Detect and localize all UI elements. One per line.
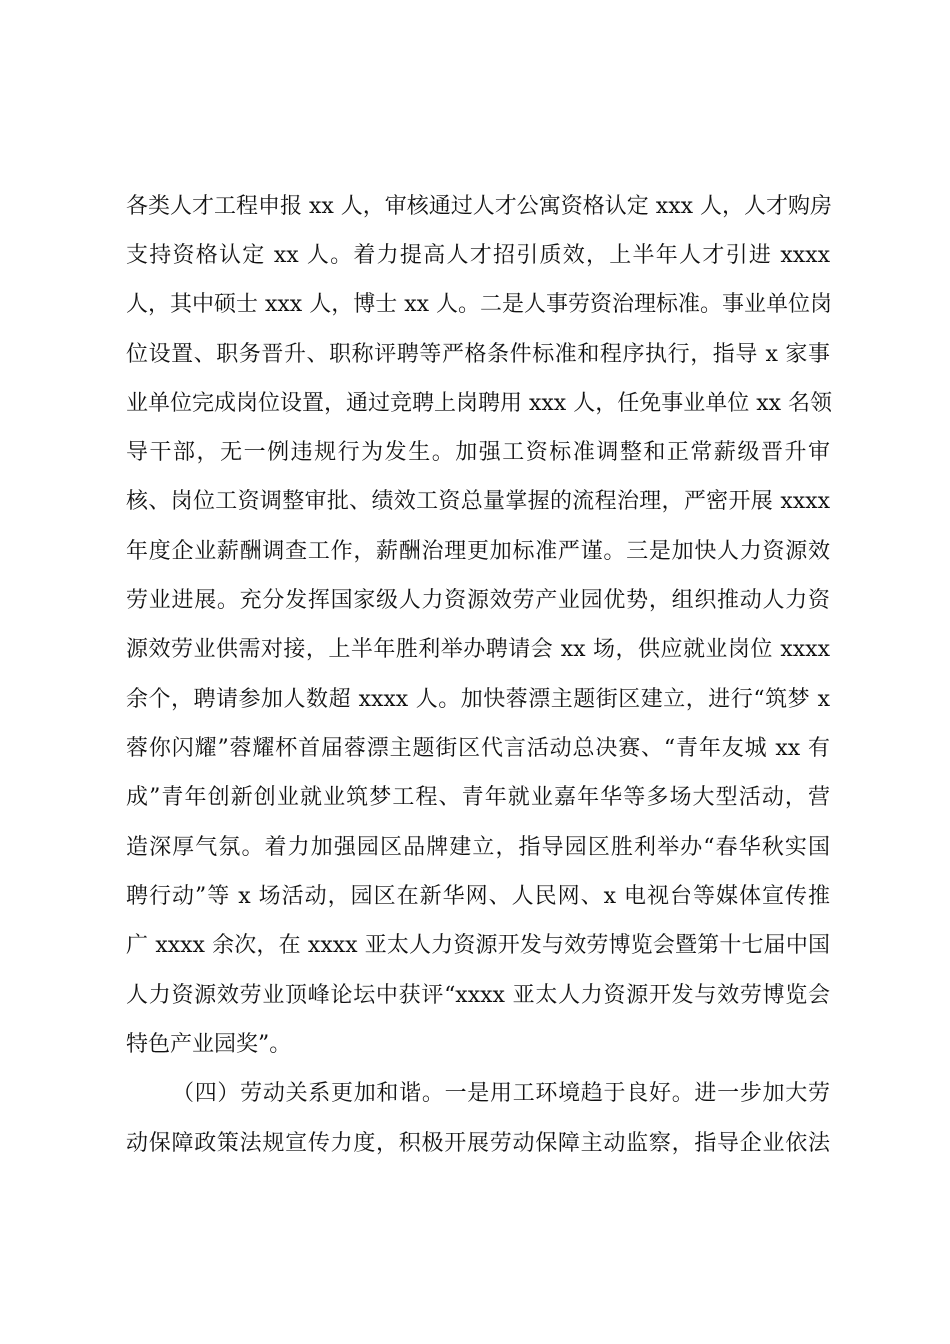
paragraph-start-line: （四）劳动关系更加和谐。一是用工环境趋于良好。进一步加大劳 <box>172 1081 830 1106</box>
text-line: 年度企业薪酬调查工作，薪酬治理更加标准严谨。三是加快人力资源效 <box>126 539 830 564</box>
text-line: 各类人才工程申报 xx 人，审核通过人才公寓资格认定 xxx 人，人才购房 <box>126 194 833 219</box>
text-line: 动保障政策法规宣传力度，积极开展劳动保障主动监察，指导企业依法 <box>126 1131 830 1156</box>
text-line: 业单位完成岗位设置，通过竞聘上岗聘用 xxx 人，任免事业单位 xx 名领 <box>126 391 833 416</box>
text-line: 人，其中硕士 xxx 人，博士 xx 人。二是人事劳资治理标准。事业单位岗 <box>126 292 833 317</box>
text-line: 聘行动”等 x 场活动，园区在新华网、人民网、x 电视台等媒体宣传推 <box>126 884 830 909</box>
text-line: 人力资源效劳业顶峰论坛中获评“xxxx 亚太人力资源开发与效劳博览会 <box>126 983 830 1008</box>
text-line: 位设置、职务晋升、职称评聘等严格条件标准和程序执行，指导 x 家事 <box>126 342 830 367</box>
text-line: 蓉你闪耀”蓉耀杯首届蓉漂主题街区代言活动总决赛、“青年友城 xx 有 <box>126 736 830 761</box>
text-line: 导干部，无一例违规行为发生。加强工资标准调整和正常薪级晋升审 <box>126 440 830 465</box>
text-line: 余个，聘请参加人数超 xxxx 人。加快蓉漂主题街区建立，进行“筑梦 x <box>126 687 830 712</box>
text-line: 源效劳业供需对接，上半年胜利举办聘请会 xx 场，供应就业岗位 xxxx <box>126 637 830 662</box>
text-line: 核、岗位工资调整审批、绩效工资总量掌握的流程治理，严密开展 xxxx <box>126 489 830 514</box>
text-line: 成”青年创新创业就业筑梦工程、青年就业嘉年华等多场大型活动，营 <box>126 785 830 810</box>
text-line: 特色产业园奖”。 <box>126 1032 292 1057</box>
text-line: 造深厚气氛。着力加强园区品牌建立，指导园区胜利举办“春华秋实国 <box>126 835 830 860</box>
text-line: 劳业进展。充分发挥国家级人力资源效劳产业园优势，组织推动人力资 <box>126 588 830 613</box>
text-line: 广 xxxx 余次，在 xxxx 亚太人力资源开发与效劳博览会暨第十七届中国 <box>126 933 830 958</box>
text-line: 支持资格认定 xx 人。着力提高人才招引质效，上半年人才引进 xxxx <box>126 243 830 268</box>
